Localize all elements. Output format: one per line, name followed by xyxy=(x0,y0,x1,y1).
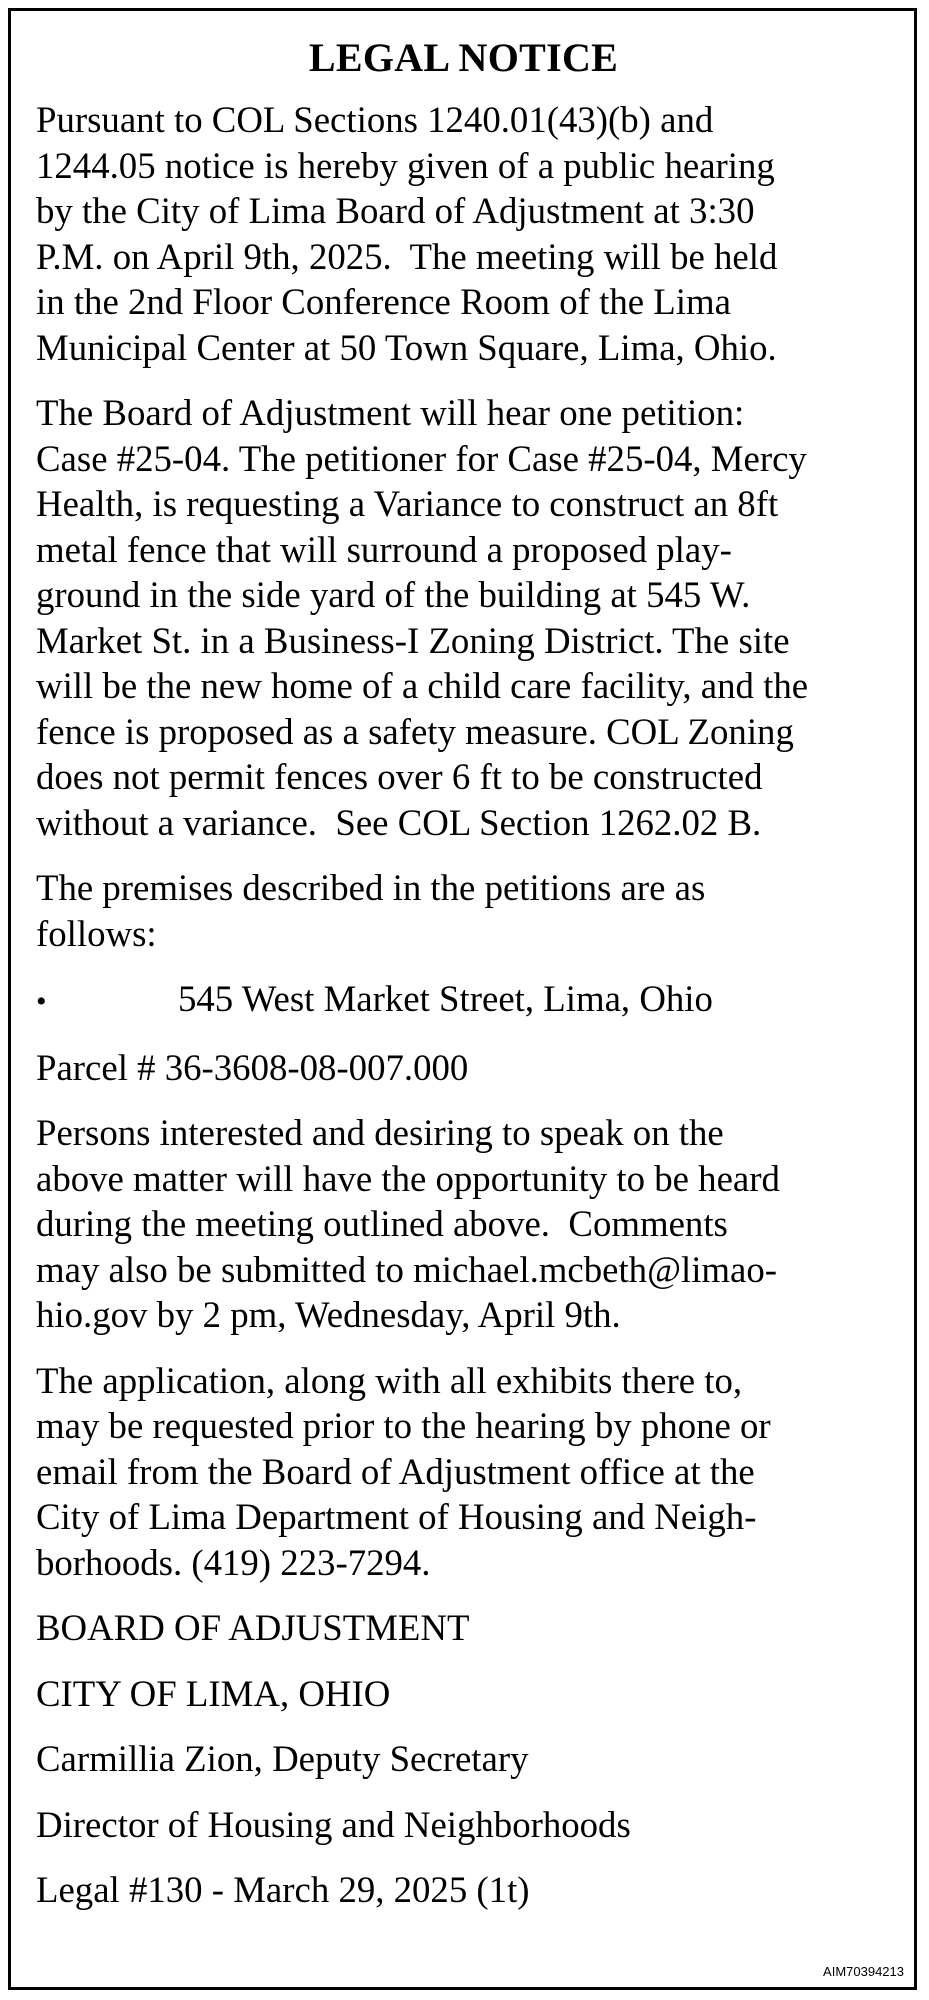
ad-reference-code: AIM70394213 xyxy=(823,1964,904,1979)
premises-address: 545 West Market Street, Lima, Ohio xyxy=(178,978,713,1019)
signoff-city: CITY OF LIMA, OHIO xyxy=(36,1672,391,1714)
signoff-board: BOARD OF ADJUSTMENT xyxy=(36,1607,470,1648)
signoff-director: Director of Housing and Neighborhoods xyxy=(36,1803,631,1845)
comments-paragraph: Persons interested and desiring to speak on the above matter will have the opportunity to be heard during the meeting outlined above. Comments may also be submitted to michael.mcbeth@limao- hio.gov by 2 pm, Wednesday, April 9th. xyxy=(36,1112,780,1335)
hearing-paragraph: Pursuant to COL Sections 1240.01(43)(b) and 1244.05 notice is hereby given of a public hearing by the City of Lima Board of Adjustment at 3:30 P.M. on April 9th, 2025. The meeting will be held in the 2nd Floor Conference Room of the Lima Municipal Center at 50 Town Square, Lima, Ohio. xyxy=(36,99,778,368)
legal-number-line: Legal #130 - March 29, 2025 (1t) xyxy=(36,1869,530,1910)
premises-paragraph: The premises described in the petitions are as follows: xyxy=(36,867,706,954)
application-paragraph: The application, along with all exhibits there to, may be requested prior to the hearing by phone or email from the Board of Adjustment office at the City of Lima Department of Housing and Neigh- borhoods. (419) 223-7294. xyxy=(36,1359,771,1583)
legal-notice-box xyxy=(8,8,917,1990)
bullet-icon: • xyxy=(36,985,47,1018)
signoff-name: Carmillia Zion, Deputy Secretary xyxy=(36,1738,529,1779)
petition-paragraph: The Board of Adjustment will hear one petition: Case #25-04. The petitioner for Case #25-04, Mercy Health, is requesting a Variance to construct an 8ft metal fence that will surround a proposed play- ground in the side yard of the building at 545 W. Market St. in a Business-I Zoning District. The site will be the new home of a child care facility, and the fence is proposed as a safety measure. COL Zoning does not permit fences over 6 ft to be constructed without a variance. See COL Section 1262.02 B. xyxy=(36,392,809,843)
notice-content xyxy=(36,11,916,1913)
parcel-number: Parcel # 36-3608-08-007.000 xyxy=(36,1046,469,1088)
premises-list-item xyxy=(36,976,916,1025)
notice-title: LEGAL NOTICE xyxy=(308,35,619,80)
